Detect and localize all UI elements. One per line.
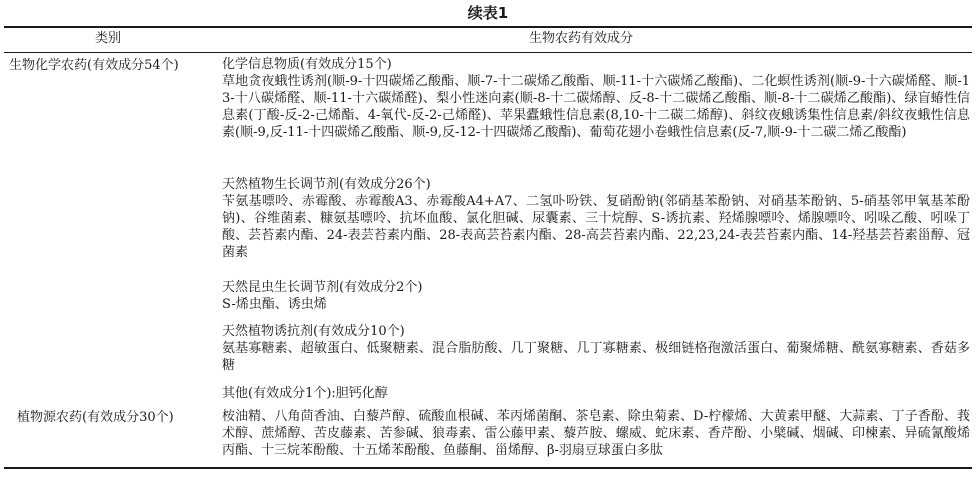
bottom-rule bbox=[4, 467, 972, 469]
category-biochemical: 生物化学农药(有效成分54个) bbox=[9, 58, 179, 73]
group-plant-inducers bbox=[222, 323, 970, 374]
group-content: 草地贪夜蛾性诱剂(顺-9-十四碳烯乙酸酯、顺-7-十二碳烯乙酸酯、顺-11-十六碳烯乙酸酯)、二化螟性诱剂(顺-9-十六碳烯醛、顺-13-十八碳烯醛、顺-11-十六碳烯醛)、梨小性迷向素(顺-8-十二碳烯醇、反-8-十二碳烯乙酸酯、顺-8-十二碳烯乙酸酯)、绿盲蝽性信息素(丁酸-反-2-己烯酯、4-氧代-反-2-己烯醛)、苹果蠹蛾性信息素(8,10-十二碳二烯醇)、斜纹夜蛾诱集性信息素/斜纹夜蛾性信息素(顺-9,反-11-十四碳烯乙酸酯、顺-9,反-12-十四碳烯乙酸酯)、葡萄花翅小卷蛾性信息素(反-7,顺-9-十二碳二烯乙酸酯) bbox=[222, 74, 970, 140]
group-heading: 其他(有效成分1个):胆钙化醇 bbox=[222, 386, 388, 401]
group-botanical-ingredients bbox=[222, 408, 970, 459]
group-heading: 化学信息物质(有效成分15个) bbox=[222, 57, 392, 72]
group-heading: 天然植物诱抗剂(有效成分10个) bbox=[222, 324, 405, 339]
group-content: 苄氨基嘌呤、赤霉酸、赤霉酸A3、赤霉酸A4+A7、二氢卟吩铁、复硝酚钠(邻硝基苯酚钠、对硝基苯酚钠、5-硝基邻甲氧基苯酚钠)、谷维菌素、糠氨基嘌呤、抗坏血酸、氯化胆碱、尿囊素、三十烷醇、S-诱抗素、羟烯腺嘌呤、烯腺嘌呤、吲哚乙酸、吲哚丁酸、芸苔素内酯、24-表芸苔素内酯、28-表高芸苔素内酯、28-高芸苔素内酯、22,23,24-表芸苔素内酯、14-羟基芸苔素甾醇、冠菌素 bbox=[222, 194, 970, 260]
category-botanical: 植物源农药(有效成分30个) bbox=[17, 410, 174, 425]
group-others bbox=[222, 385, 970, 402]
group-content: 桉油精、八角茴香油、白藜芦醇、硫酸血根碱、苯丙烯菌酮、茶皂素、除虫菊素、D-柠檬烯、大黄素甲醚、大蒜素、丁子香酚、莪术醇、蔗烯醇、苦皮藤素、苦参碱、狼毒素、雷公藤甲素、藜芦胺、螺威、蛇床素、香芹酚、小檗碱、烟碱、印楝素、异硫氰酸烯丙酯、十三烷苯酚酸、十五烯苯酚酸、鱼藤酮、甾烯醇、β-羽扇豆球蛋白多肽 bbox=[222, 409, 970, 458]
group-semiochemicals bbox=[222, 56, 970, 141]
group-heading: 天然植物生长调节剂(有效成分26个) bbox=[222, 177, 431, 192]
group-plant-growth-regulators bbox=[222, 176, 970, 261]
group-content: 氨基寡糖素、超敏蛋白、低聚糖素、混合脂肪酸、几丁聚糖、几丁寡糖素、极细链格孢激活蛋白、葡聚烯糖、酰氨寡糖素、香菇多糖 bbox=[222, 341, 970, 373]
top-rule bbox=[4, 26, 972, 28]
header-rule bbox=[4, 52, 972, 53]
group-heading: 天然昆虫生长调节剂(有效成分2个) bbox=[222, 280, 423, 295]
header-category: 类别 bbox=[95, 31, 122, 46]
table-title: 续表1 bbox=[467, 4, 509, 22]
group-insect-growth-regulators bbox=[222, 279, 970, 313]
header-components: 生物农药有效成分 bbox=[529, 31, 634, 46]
group-content: S-烯虫酯、诱虫烯 bbox=[222, 297, 327, 312]
